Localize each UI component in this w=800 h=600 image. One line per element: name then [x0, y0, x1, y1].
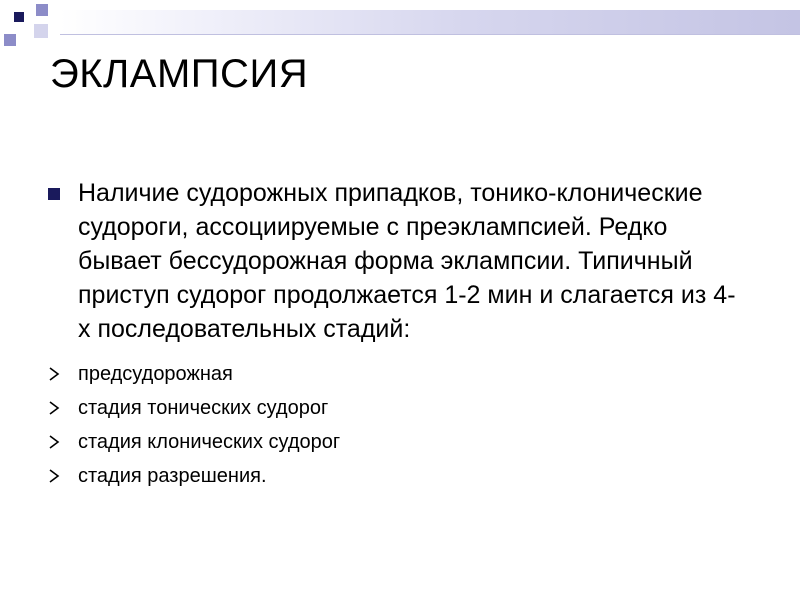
slide-title: ЭКЛАМПСИЯ	[50, 52, 309, 96]
stage-label: стадия разрешения.	[78, 465, 267, 487]
decor-square-light	[34, 24, 48, 38]
stage-item	[48, 460, 748, 492]
stage-label: стадия клонических судорог	[78, 431, 341, 453]
decor-square-mid-left	[4, 34, 16, 46]
decor-square-dark	[14, 12, 24, 22]
stage-item	[48, 392, 748, 424]
stage-item	[48, 426, 748, 458]
stage-item	[48, 358, 748, 390]
header-gradient-bar	[60, 10, 800, 34]
stage-label: предсудорожная	[78, 363, 233, 385]
square-bullet-icon	[48, 188, 60, 200]
main-bullet-point	[48, 176, 748, 346]
corner-decoration	[0, 0, 60, 50]
stage-list	[48, 358, 748, 492]
slide-content	[48, 176, 748, 494]
decor-square-mid-top	[36, 4, 48, 16]
arrow-bullet-icon	[48, 401, 60, 415]
main-point-text: Наличие судорожных припадков, тонико-клонические судороги, ассоциируемые с преэклампсией. Редко бывает бессудорожная форма эклампсии. Типичный приступ судорог продолжается 1-2 мин и слагается из 4-х последовательных стадий:	[78, 179, 736, 343]
arrow-bullet-icon	[48, 367, 60, 381]
stage-label: стадия тонических судорог	[78, 397, 329, 419]
arrow-bullet-icon	[48, 435, 60, 449]
header-rule	[60, 34, 800, 35]
arrow-bullet-icon	[48, 469, 60, 483]
